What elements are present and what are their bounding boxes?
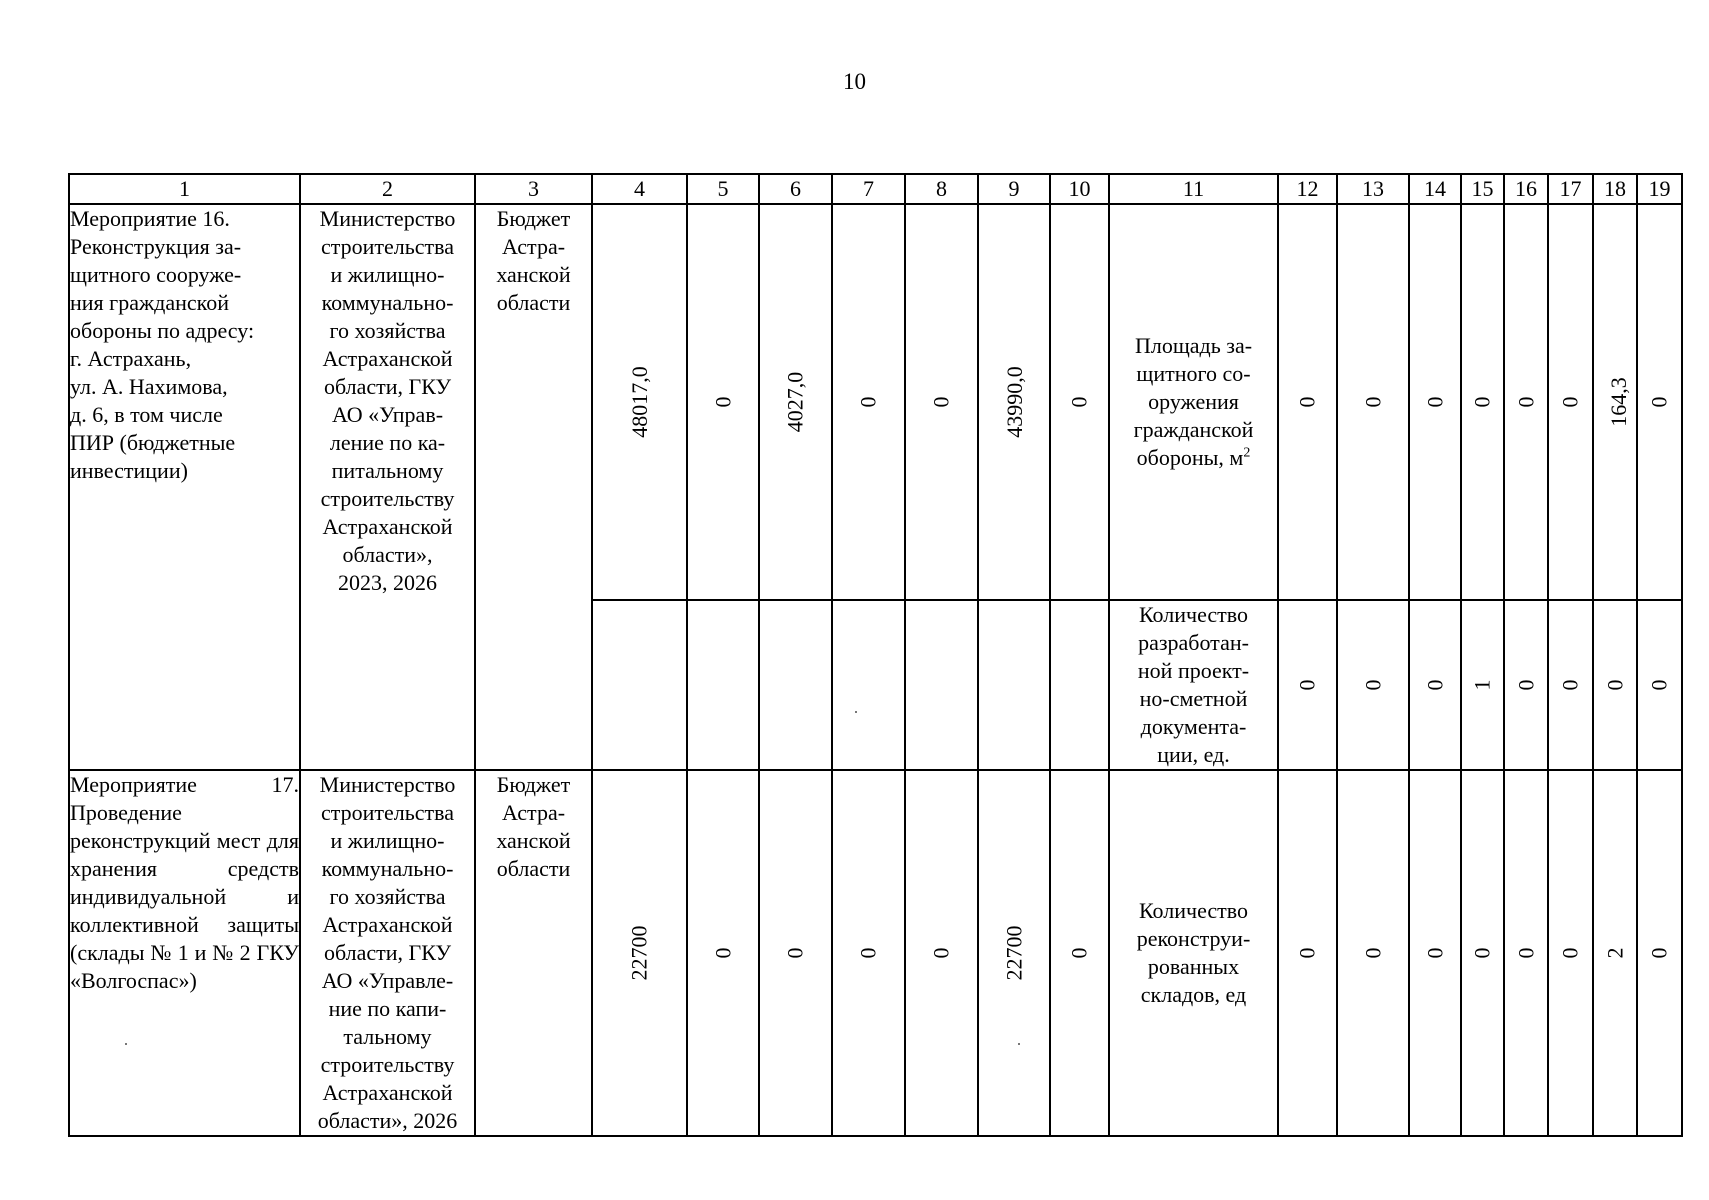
measure-name: Мероприятие 17. Проведение реконструкций мест для хранения средств индивидуальной и коллективной защиты (склады № 1 и № 2 ГКУ «Волгоспас»)	[69, 770, 300, 1136]
value-col-10-cont	[1050, 600, 1109, 770]
scan-speck	[125, 1043, 127, 1045]
rotated-value: 0	[1557, 947, 1583, 959]
indicator-value	[1637, 204, 1682, 600]
column-number: 10	[1050, 174, 1109, 204]
value-col-4	[592, 770, 687, 1136]
measure-executor: Министерство строительства и жилищно- коммунально- го хозяйства Астраханской области, ГКУ АО «Управле- ние по капи- тальному строительству Астраханской области», 2026	[300, 770, 475, 1136]
rotated-value: 0	[1513, 679, 1538, 691]
page-number: 10	[843, 69, 866, 94]
rotated-value: 22700	[1001, 925, 1026, 981]
rotated-value: 0	[1360, 947, 1385, 959]
indicator-value	[1278, 770, 1337, 1136]
rotated-value: 0	[782, 947, 808, 959]
column-number: 3	[475, 174, 592, 204]
rotated-value: 43990,0	[1001, 366, 1027, 438]
indicator-value	[1548, 770, 1593, 1136]
indicator-label: Количество разработан- ной проект- но-сметной документа- ции, ед.	[1109, 600, 1278, 770]
value-col-4-cont	[592, 600, 687, 770]
rotated-value: 1	[1469, 679, 1495, 691]
column-number: 1	[69, 174, 300, 204]
rotated-value: 22700	[626, 925, 652, 981]
value-col-9	[978, 770, 1050, 1136]
rotated-value: 0	[1066, 947, 1092, 959]
rotated-value: 0	[1422, 679, 1447, 691]
rotated-value: 4027,0	[782, 371, 808, 433]
indicator-value	[1593, 204, 1637, 600]
rotated-value: 0	[1360, 396, 1385, 408]
rotated-value: 0	[710, 947, 735, 959]
indicator-value	[1637, 600, 1682, 770]
indicator-value	[1337, 600, 1409, 770]
value-col-6	[759, 770, 832, 1136]
rotated-value: 0	[1513, 947, 1538, 959]
column-number: 2	[300, 174, 475, 204]
rotated-value: 0	[928, 947, 954, 959]
indicator-value	[1461, 770, 1504, 1136]
rotated-value: 0	[1360, 679, 1385, 691]
rotated-value: 0	[1294, 947, 1320, 959]
column-number-row	[69, 174, 1682, 204]
column-number: 16	[1504, 174, 1548, 204]
indicator-label: Количество реконструи- рованных складов, ед	[1109, 770, 1278, 1136]
table-row	[69, 770, 1682, 1136]
indicator-value	[1278, 204, 1337, 600]
column-number: 15	[1461, 174, 1504, 204]
value-col-5	[687, 204, 759, 600]
rotated-value: 0	[1557, 679, 1583, 691]
funding-source: Бюджет Астра- ханской области	[475, 770, 592, 1136]
rotated-value: 0	[1469, 947, 1495, 959]
scan-speck	[1018, 1043, 1020, 1045]
rotated-value: 0	[1646, 947, 1672, 959]
measure-executor: Министерство строительства и жилищно- коммунально- го хозяйства Астраханской области, ГКУ АО «Управ- ление по ка- питальному строительству Астраханской области», 2023, 2026	[300, 204, 475, 770]
column-number: 17	[1548, 174, 1593, 204]
indicator-value	[1504, 204, 1548, 600]
indicator-value	[1461, 204, 1504, 600]
indicator-value	[1593, 770, 1637, 1136]
column-number: 7	[832, 174, 905, 204]
rotated-value: 0	[1646, 679, 1672, 691]
column-number: 5	[687, 174, 759, 204]
rotated-value: 0	[1513, 396, 1538, 408]
value-col-4	[592, 204, 687, 600]
measure-name: Мероприятие 16. Реконструкция за- щитного сооруже- ния гражданской обороны по адресу: г. Астрахань, ул. А. Нахимова, д. 6, в том числе ПИР (бюджетные инвестиции)	[69, 204, 300, 770]
column-number: 19	[1637, 174, 1682, 204]
unit-superscript: 2	[1243, 445, 1251, 461]
indicator-value	[1504, 770, 1548, 1136]
table-row	[69, 204, 1682, 600]
rotated-value: 0	[1422, 396, 1447, 408]
value-col-6	[759, 204, 832, 600]
rotated-value: 0	[710, 396, 735, 408]
rotated-value: 0	[1066, 396, 1092, 408]
column-number: 12	[1278, 174, 1337, 204]
column-number: 18	[1593, 174, 1637, 204]
rotated-value: 0	[1469, 396, 1495, 408]
value-col-6-cont	[759, 600, 832, 770]
rotated-value: 0	[928, 396, 954, 408]
indicator-value	[1409, 600, 1461, 770]
indicator-value	[1409, 770, 1461, 1136]
indicator-label-text: Площадь за- щитного со- оружения гражданской обороны, м	[1133, 333, 1254, 470]
rotated-value: 0	[1294, 396, 1320, 408]
indicator-value	[1409, 204, 1461, 600]
rotated-value: 0	[855, 396, 881, 408]
value-col-10	[1050, 770, 1109, 1136]
column-number: 13	[1337, 174, 1409, 204]
indicator-value	[1548, 204, 1593, 600]
value-col-9	[978, 204, 1050, 600]
indicator-value	[1548, 600, 1593, 770]
rotated-value: 2	[1602, 947, 1627, 959]
rotated-value: 0	[855, 947, 881, 959]
value-col-5-cont	[687, 600, 759, 770]
indicator-value	[1278, 600, 1337, 770]
indicator-value	[1337, 204, 1409, 600]
column-number: 14	[1409, 174, 1461, 204]
value-col-8	[905, 770, 978, 1136]
indicator-value	[1461, 600, 1504, 770]
value-col-7-cont	[832, 600, 905, 770]
value-col-7	[832, 770, 905, 1136]
rotated-value: 0	[1602, 679, 1627, 691]
column-number: 11	[1109, 174, 1278, 204]
column-number: 6	[759, 174, 832, 204]
column-number: 8	[905, 174, 978, 204]
funding-source: Бюджет Астра- ханской области	[475, 204, 592, 770]
value-col-7	[832, 204, 905, 600]
scan-speck	[855, 711, 857, 713]
rotated-value: 164,3	[1605, 377, 1631, 427]
indicator-value	[1593, 600, 1637, 770]
column-number: 4	[592, 174, 687, 204]
program-measures-table	[68, 173, 1683, 1137]
value-col-5	[687, 770, 759, 1136]
rotated-value: 0	[1557, 396, 1583, 408]
value-col-9-cont	[978, 600, 1050, 770]
indicator-label	[1109, 204, 1278, 600]
indicator-value	[1337, 770, 1409, 1136]
value-col-10	[1050, 204, 1109, 600]
rotated-value: 48017,0	[626, 366, 652, 438]
indicator-value	[1637, 770, 1682, 1136]
column-number: 9	[978, 174, 1050, 204]
value-col-8-cont	[905, 600, 978, 770]
rotated-value: 0	[1646, 396, 1672, 408]
indicator-value	[1504, 600, 1548, 770]
value-col-8	[905, 204, 978, 600]
rotated-value: 0	[1294, 679, 1320, 691]
rotated-value: 0	[1422, 947, 1447, 959]
